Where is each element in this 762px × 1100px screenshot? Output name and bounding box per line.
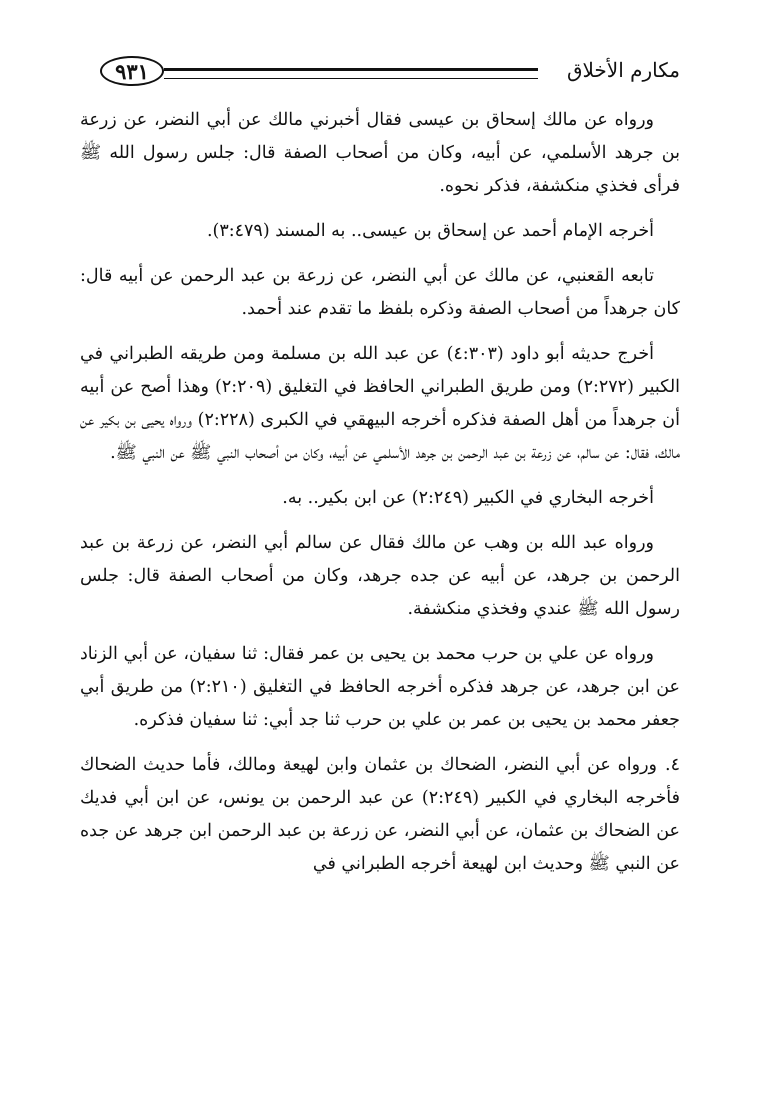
page-body — [80, 104, 680, 893]
list-number: ٤. — [665, 755, 680, 775]
paragraph: ورواه عن علي بن حرب محمد بن يحيى بن عمر فقال: ثنا سفيان، عن أبي الزناد عن ابن جرهد، عن جرهد فذكره أخرجه الحافظ في التغليق (٢:٢١٠) من طريق أبي جعفر محمد بن يحيى بن عمر بن علي بن حرب ثنا جد أبي: ثنا سفيان فذكره. — [80, 644, 680, 730]
header-rule — [164, 68, 538, 79]
paragraph: أخرج حديثه أبو داود (٤:٣٠٣) عن عبد الله بن مسلمة ومن طريقه الطبراني في الكبير (٢:٢٧٢) ومن طريق الطبراني الحافظ في التغليق (٢:٢٠٩) وهذا أصح عن أبيه أن جرهداً من أهل الصفة فذكره أخرجه البيهقي في الكبرى (٢:٢٢٨) ورواه يحيى بن بكير عن مالك، فقال: عن سالم، عن زرعة بن عبد الرحمن بن جرهد الأسلمي عن أبيه، وكان من أصحاب النبي ﷺ عن النبي ﷺ. — [80, 344, 681, 463]
page-header — [100, 56, 680, 94]
paragraph: أخرجه البخاري في الكبير (٢:٢٤٩) عن ابن بكير.. به. — [282, 488, 654, 508]
running-title: مكارم الأخلاق — [566, 58, 680, 82]
paragraph: أخرجه الإمام أحمد عن إسحاق بن عيسى.. به المسند (٣:٤٧٩). — [206, 221, 654, 241]
paragraph-text: ورواه عن أبي النضر، الضحاك بن عثمان وابن لهيعة ومالك، فأما حديث الضحاك فأخرجه البخاري في الكبير (٢:٢٤٩) عن عبد الرحمن بن يونس، عن ابن أبي فديك عن الضحاك بن عثمان، عن أبي النضر، عن زرعة بن عبد الرحمن ابن جرهد عن جده عن النبي ﷺ وحديث ابن لهيعة أخرجه الطبراني في — [80, 755, 680, 874]
paragraph: ورواه عبد الله بن وهب عن مالك فقال عن سالم أبي النضر، عن زرعة بن عبد الرحمن بن جرهد، عن أبيه عن جده جرهد، وكان من أصحاب الصفة قال: جلس رسول الله ﷺ عندي وفخذي منكشفة. — [80, 533, 680, 619]
page-number: ٩٣١ — [100, 56, 164, 86]
paragraph: ورواه عن مالك إسحاق بن عيسى فقال أخبرني مالك عن أبي النضر، عن زرعة بن جرهد الأسلمي، عن أبيه، وكان من أصحاب الصفة قال: جلس رسول الله ﷺ فرأى فخذي منكشفة، فذكر نحوه. — [80, 110, 680, 196]
paragraph: تابعه القعنبي، عن مالك عن أبي النضر، عن زرعة بن عبد الرحمن عن أبيه قال: كان جرهداً من أصحاب الصفة وذكره بلفظ ما تقدم عند أحمد. — [80, 266, 680, 319]
numbered-paragraph — [80, 749, 680, 881]
